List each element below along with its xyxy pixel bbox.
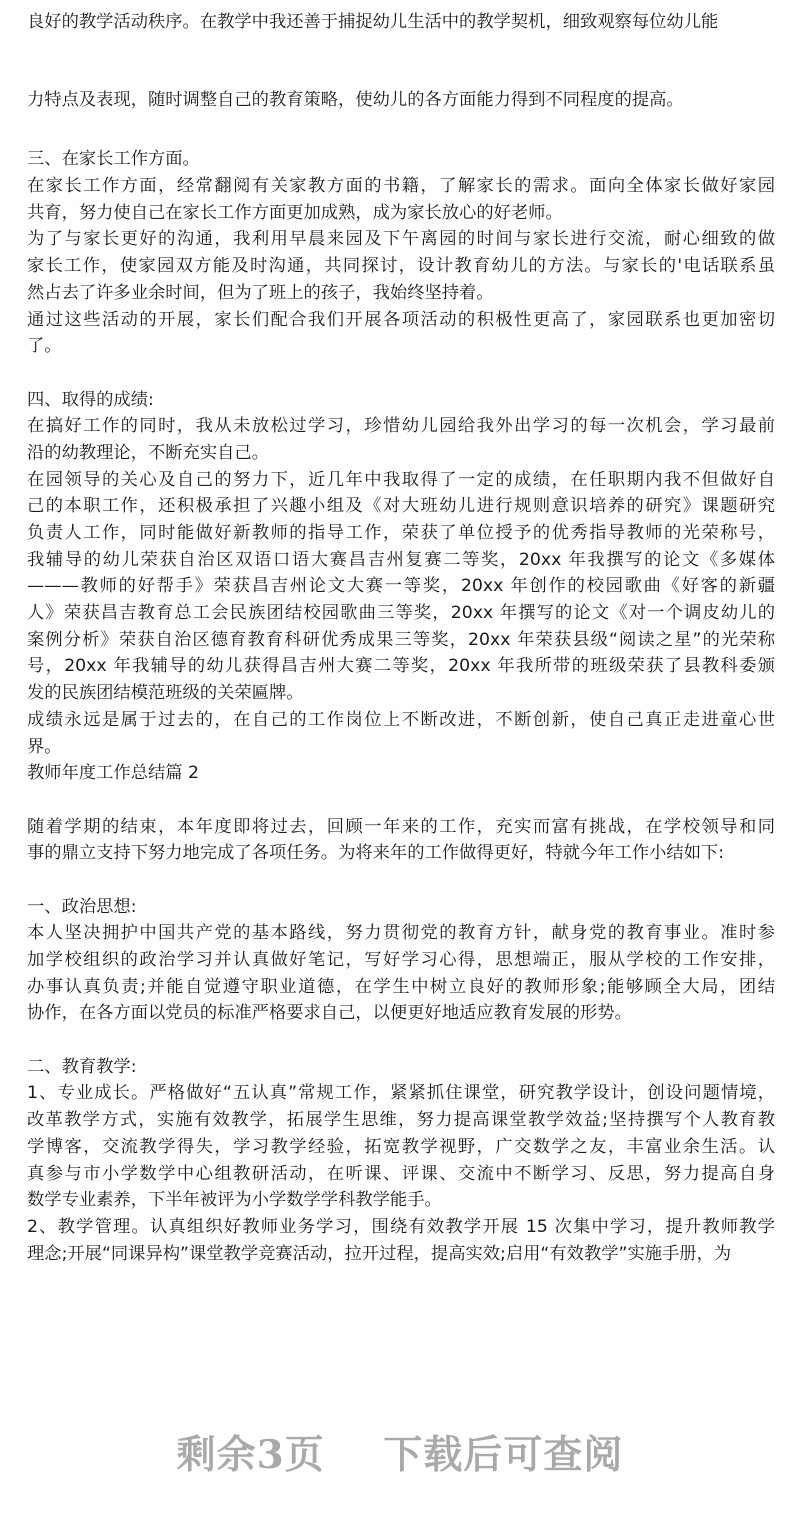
text-line: 事的鼎立支持下努力地完成了各项任务。为将来年的工作做得更好，特就今年工作小结如下: <box>27 843 725 864</box>
paragraph <box>27 9 775 36</box>
text-line: 在园领导的关心及自己的努力下，近几年中我取得了一定的成绩，在任职期内我不但做好自 <box>27 469 775 490</box>
text-line: 号，20xx 年我辅导的幼儿获得昌吉州大赛二等奖，20xx 年我所带的班级荣获了县教科委颁 <box>27 656 775 677</box>
paragraph <box>27 226 775 306</box>
document-body <box>27 9 775 1267</box>
text-line: 理念;开展“同课异构”课堂教学竞赛活动，拉开过程，提高实效;启用“有效教学”实施手册，为 <box>27 1243 732 1264</box>
paragraph <box>27 307 775 360</box>
paragraph <box>27 894 775 921</box>
text-line: 发的民族团结模范班级的关荣匾牌。 <box>27 683 304 704</box>
text-line: 成绩永远是属于过去的，在自己的工作岗位上不断改进，不断创新，使自己真正走进童心世 <box>27 709 775 730</box>
text-line: 2、教学管理。认真组织好教师业务学习，围绕有效教学开展 15 次集中学习，提升教师教学 <box>27 1216 775 1237</box>
paragraph <box>27 1214 775 1267</box>
text-line: 家长工作，使家园双方能及时沟通，共同探讨，设计教育幼儿的方法。与家长的'电话联系虽 <box>27 256 775 277</box>
text-line: 人》荣获昌吉教育总工会民族团结校园歌曲三等奖，20xx 年撰写的论文《对一个调皮幼儿的 <box>27 603 775 624</box>
paragraph <box>27 413 775 466</box>
text-line: 案例分析》荣获自治区德育教育科研优秀成果三等奖，20xx 年荣获县级“阅读之星”的光荣称 <box>27 629 775 650</box>
text-line: 学博客，交流教学得失，学习教学经验，拓宽教学视野，广交数学之友，丰富业余生活。认 <box>27 1136 775 1157</box>
blank-line <box>27 360 775 387</box>
text-line: 负责人工作，同时能做好新教师的指导工作，荣获了单位授予的优秀指导教师的光荣称号， <box>27 523 775 543</box>
text-line: 本人坚决拥护中国共产党的基本路线，努力贯彻党的教育方针，献身党的教育事业。准时参 <box>27 923 775 944</box>
text-line: 随着学期的结束，本年度即将过去，回顾一年来的工作，充实而富有挑战，在学校领导和同 <box>27 816 775 837</box>
paragraph <box>27 760 775 787</box>
paragraph <box>27 467 775 707</box>
text-line: 良好的教学活动秩序。在教学中我还善于捕捉幼儿生活中的教学契机，细致观察每位幼儿能 <box>27 12 719 32</box>
paragraph <box>27 920 775 1027</box>
text-line: 协作，在各方面以党员的标准严格要求自己，以便更好地适应教育发展的形势。 <box>27 1003 632 1024</box>
download-to-view-label: 下载后可查阅 <box>383 1432 624 1478</box>
text-line: 真参与市小学数学中心组教研活动，在听课、评课、交流中不断学习、反思，努力提高自身 <box>27 1163 775 1184</box>
blank-line <box>27 867 775 894</box>
download-prompt[interactable] <box>0 1424 800 1480</box>
remaining-pages-label: 剩余3页 <box>176 1432 325 1478</box>
text-line: 教师年度工作总结篇 2 <box>27 763 200 784</box>
paragraph <box>27 146 775 173</box>
text-line: 三、在家长工作方面。 <box>27 149 200 170</box>
text-line: 共育，努力使自己在家长工作方面更加成熟，成为家长放心的好老师。 <box>27 202 563 223</box>
text-line: 二、教育教学: <box>27 1056 137 1077</box>
text-line: 办事认真负责;并能自觉遵守职业道德，在学生中树立良好的教师形象;能够顾全大局，团结 <box>27 976 775 997</box>
text-line: 了。 <box>27 336 62 357</box>
text-line: 一、政治思想: <box>27 896 137 917</box>
text-line: ———教师的好帮手》荣获昌吉州论文大赛一等奖，20xx 年创作的校园歌曲《好客的新疆 <box>27 576 775 597</box>
paragraph <box>27 173 775 226</box>
text-line: 己的本职工作，还积极承担了兴趣小组及《对大班幼儿进行规则意识培养的研究》课题研究 <box>27 496 775 517</box>
text-line: 在家长工作方面，经常翻阅有关家教方面的书籍，了解家长的需求。面向全体家长做好家园 <box>27 176 775 197</box>
blank-line <box>27 36 775 87</box>
text-line: 四、取得的成绩: <box>27 389 154 410</box>
blank-line <box>27 113 775 146</box>
paragraph <box>27 814 775 867</box>
paragraph <box>27 1080 775 1213</box>
text-line: 数学专业素养，下半年被评为小学数学学科教学能手。 <box>27 1190 442 1211</box>
paragraph <box>27 1054 775 1081</box>
text-line: 我辅导的幼儿荣获自治区双语口语大赛昌吉州复赛二等奖，20xx 年我撰写的论文《多媒体 <box>27 549 775 570</box>
blank-line <box>27 787 775 814</box>
blank-line <box>27 1027 775 1054</box>
text-line: 改革教学方式，实施有效教学，拓展学生思维，努力提高课堂教学效益;坚持撰写个人教育教 <box>27 1110 775 1131</box>
paragraph <box>27 707 775 760</box>
text-line: 然占去了许多业余时间，但为了班上的孩子，我始终坚持着。 <box>27 282 494 303</box>
text-line: 加学校组织的政治学习并认真做好笔记，写好学习心得，思想端正，服从学校的工作安排， <box>27 950 775 970</box>
text-line: 为了与家长更好的沟通，我利用早晨来园及下午离园的时间与家长进行交流，耐心细致的做 <box>27 229 775 250</box>
text-line: 沿的幼教理论，不断充实自己。 <box>27 442 269 463</box>
paragraph <box>27 387 775 414</box>
text-line: 力特点及表现，随时调整自己的教育策略，使幼儿的各方面能力得到不同程度的提高。 <box>27 89 684 110</box>
text-line: 界。 <box>27 736 62 757</box>
text-line: 通过这些活动的开展，家长们配合我们开展各项活动的积极性更高了，家园联系也更加密切 <box>27 309 775 330</box>
text-line: 1、专业成长。严格做好“五认真”常规工作，紧紧抓住课堂，研究教学设计，创设问题情境， <box>27 1083 775 1104</box>
paragraph <box>27 87 775 114</box>
text-line: 在搞好工作的同时，我从未放松过学习，珍惜幼儿园给我外出学习的每一次机会，学习最前 <box>27 416 775 437</box>
